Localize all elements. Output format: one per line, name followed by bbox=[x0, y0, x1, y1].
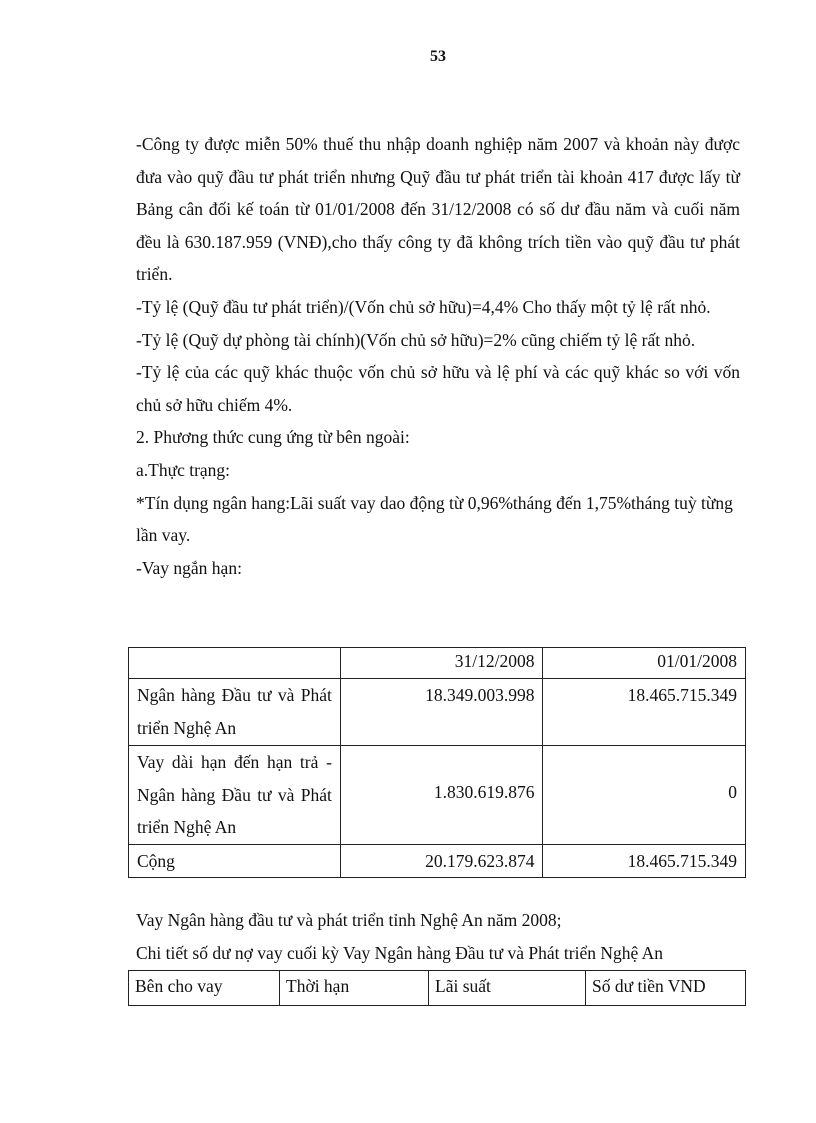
line-bank-loan-2008: Vay Ngân hàng đầu tư và phát triển tỉnh Nghệ An năm 2008; bbox=[136, 910, 562, 930]
subheading-current-state: a.Thực trạng: bbox=[136, 459, 231, 480]
page-number: 53 bbox=[430, 48, 446, 65]
label-short-term-loans: -Vay ngắn hạn: bbox=[136, 557, 242, 578]
table-total-row bbox=[129, 844, 746, 878]
detail-header-row bbox=[129, 971, 746, 1006]
paragraph-ratio-development-fund: -Tỷ lệ (Quỹ đầu tư phát triển)/(Vốn chủ sở hữu)=4,4% Cho thấy một tỷ lệ rất nhỏ. bbox=[136, 296, 711, 317]
header-cell-2008-start: 01/01/2008 bbox=[543, 648, 746, 679]
paragraph-investment-fund: -Công ty được miễn 50% thuế thu nhập doanh nghiệp năm 2007 và khoản này được đưa vào quỹ đầu tư phát triển nhưng Quỹ đầu tư phát triển tài khoản 417 được lấy từ Bảng cân đối kế toán từ 01/01/2008 đến 31/12/2008 có số dư đầu năm và cuối năm đều là 630.187.959 (VNĐ),cho thấy công ty đã không trích tiền vào quỹ đầu tư phát triển. bbox=[136, 134, 740, 285]
table-header-row bbox=[129, 648, 746, 679]
header-balance-vnd: Số dư tiền VND bbox=[586, 971, 746, 1006]
section-heading-external-supply: 2. Phương thức cung ứng từ bên ngoài: bbox=[136, 427, 410, 448]
row-value-2008-start: 0 bbox=[543, 746, 746, 845]
paragraph-bank-credit: *Tín dụng ngân hang:Lãi suất vay dao động từ 0,96%tháng đến 1,75%tháng tuỳ từng lần vay. bbox=[136, 492, 733, 546]
loan-detail-intro bbox=[136, 904, 756, 969]
table-row bbox=[129, 746, 746, 845]
short-term-loan-table bbox=[128, 647, 746, 878]
total-value-2008-start: 18.465.715.349 bbox=[543, 844, 746, 878]
header-cell-empty bbox=[129, 648, 341, 679]
body-text bbox=[136, 128, 740, 584]
row-value-2008-end: 1.830.619.876 bbox=[340, 746, 543, 845]
row-value-2008-end: 18.349.003.998 bbox=[340, 679, 543, 746]
header-lender: Bên cho vay bbox=[129, 971, 280, 1006]
row-value-2008-start: 18.465.715.349 bbox=[543, 679, 746, 746]
paragraph-ratio-reserve-fund: -Tỷ lệ (Quỹ dự phòng tài chính)(Vốn chủ sở hữu)=2% cũng chiếm tỷ lệ rất nhỏ. bbox=[136, 329, 696, 350]
header-term: Thời hạn bbox=[280, 971, 429, 1006]
row-label: Vay dài hạn đến hạn trả - Ngân hàng Đầu tư và Phát triển Nghệ An bbox=[129, 746, 341, 845]
total-value-2008-end: 20.179.623.874 bbox=[340, 844, 543, 878]
line-loan-balance-detail: Chi tiết số dư nợ vay cuối kỳ Vay Ngân hàng Đầu tư và Phát triển Nghệ An bbox=[136, 942, 664, 963]
row-label: Ngân hàng Đầu tư và Phát triển Nghệ An bbox=[129, 679, 341, 746]
paragraph-ratio-other-funds: -Tỷ lệ của các quỹ khác thuộc vốn chủ sở hữu và lệ phí và các quỹ khác so với vốn chủ sở hữu chiếm 4%. bbox=[136, 362, 740, 415]
total-label: Cộng bbox=[129, 844, 341, 878]
table-row bbox=[129, 679, 746, 746]
loan-balance-detail-table bbox=[128, 970, 746, 1006]
header-interest-rate: Lãi suất bbox=[429, 971, 586, 1006]
header-cell-2008-end: 31/12/2008 bbox=[340, 648, 543, 679]
